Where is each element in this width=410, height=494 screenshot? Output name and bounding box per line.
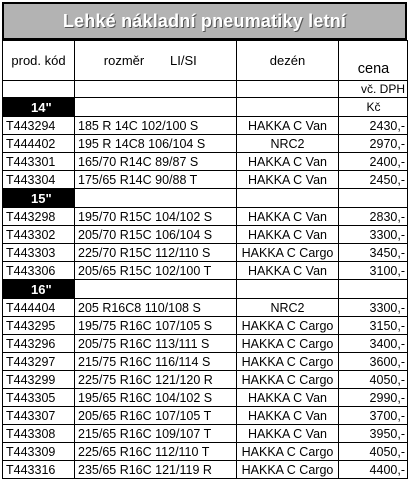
table-row [3,117,408,135]
table-row [3,407,408,425]
tread-name: HAKKA C Van [237,117,339,135]
table-row [3,425,408,443]
price: 4400,- [339,461,408,479]
header-tread: dezén [237,41,339,81]
tire-dimension: 205/75 R16C 113/111 S [75,335,237,353]
rim-size-label: 14" [3,98,75,117]
product-code: T443301 [3,153,75,171]
header-dimension [75,41,237,81]
group-empty-cell [75,189,237,208]
table-row [3,461,408,479]
tread-name: HAKKA C Cargo [237,244,339,262]
tire-dimension: 175/65 R14C 90/88 T [75,171,237,189]
price: 4050,- [339,443,408,461]
price: 2990,- [339,389,408,407]
price: 3100,- [339,262,408,280]
price-sheet [2,2,407,491]
table-row [3,171,408,189]
group-row [3,280,408,299]
header-dimension-label: rozměr [103,53,145,68]
price: 2830,- [339,208,408,226]
table-row [3,226,408,244]
tread-name: HAKKA C Van [237,226,339,244]
tread-name: HAKKA C Van [237,171,339,189]
product-code: T443298 [3,208,75,226]
group-empty-cell [75,280,237,299]
vat-empty-cell [75,81,237,98]
vat-label: vč. DPH [339,81,408,98]
price: 3700,- [339,407,408,425]
tire-dimension: 225/75 R16C 121/120 R [75,371,237,389]
tread-name: HAKKA C Van [237,407,339,425]
tire-dimension: 195 R 14C8 106/104 S [75,135,237,153]
header-price: cena [339,41,408,81]
product-code: T443308 [3,425,75,443]
price: 3150,- [339,317,408,335]
vat-empty-cell [237,81,339,98]
tread-name: HAKKA C Cargo [237,461,339,479]
vat-row [3,81,408,98]
group-empty-cell [237,98,339,117]
tread-name: HAKKA C Cargo [237,317,339,335]
product-code: T443297 [3,353,75,371]
tread-name: HAKKA C Cargo [237,371,339,389]
currency-label: Kč [339,98,408,117]
price: 3950,- [339,425,408,443]
product-code: T443316 [3,461,75,479]
product-code: T443303 [3,244,75,262]
price: 3300,- [339,299,408,317]
tread-name: HAKKA C Van [237,425,339,443]
header-row [3,41,408,81]
tire-dimension: 225/70 R15C 112/110 S [75,244,237,262]
table-row [3,389,408,407]
product-code: T443295 [3,317,75,335]
group-empty-cell [339,280,408,299]
price: 3450,- [339,244,408,262]
price-table-body [3,41,408,479]
price: 3400,- [339,335,408,353]
tire-dimension: 215/65 R16C 109/107 T [75,425,237,443]
table-row [3,135,408,153]
tire-dimension: 235/65 R16C 121/119 R [75,461,237,479]
table-row [3,299,408,317]
product-code: T443302 [3,226,75,244]
rim-size-label: 16" [3,280,75,299]
table-row [3,335,408,353]
tread-name: HAKKA C Van [237,208,339,226]
group-row [3,189,408,208]
tread-name: HAKKA C Van [237,262,339,280]
header-code: prod. kód [3,41,75,81]
tire-dimension: 205 R16C8 110/108 S [75,299,237,317]
table-row [3,244,408,262]
price: 3300,- [339,226,408,244]
table-row [3,262,408,280]
tire-dimension: 165/70 R14C 89/87 S [75,153,237,171]
table-row [3,443,408,461]
group-empty-cell [339,189,408,208]
product-code: T443306 [3,262,75,280]
price: 2430,- [339,117,408,135]
tire-dimension: 225/65 R16C 112/110 T [75,443,237,461]
price: 2970,- [339,135,408,153]
sheet-title [2,2,407,40]
header-li-si: LI/SI [170,53,197,68]
product-code: T443299 [3,371,75,389]
sheet-title-text: Lehké nákladní pneumatiky letní [62,10,347,31]
group-empty-cell [75,98,237,117]
product-code: T443296 [3,335,75,353]
table-row [3,317,408,335]
rim-size-label: 15" [3,189,75,208]
table-row [3,353,408,371]
tread-name: NRC2 [237,135,339,153]
table-row [3,208,408,226]
product-code: T443309 [3,443,75,461]
tread-name: HAKKA C Van [237,389,339,407]
tread-name: HAKKA C Van [237,153,339,171]
tire-dimension: 195/65 R16C 104/102 S [75,389,237,407]
tread-name: HAKKA C Cargo [237,335,339,353]
tire-dimension: 205/70 R15C 106/104 S [75,226,237,244]
table-row [3,371,408,389]
group-empty-cell [237,189,339,208]
tread-name: HAKKA C Cargo [237,443,339,461]
price: 3600,- [339,353,408,371]
vat-empty-cell [3,81,75,98]
price: 4050,- [339,371,408,389]
tire-dimension: 195/70 R15C 104/102 S [75,208,237,226]
product-code: T443305 [3,389,75,407]
table-row [3,153,408,171]
group-empty-cell [237,280,339,299]
tire-dimension: 215/75 R16C 116/114 S [75,353,237,371]
tire-dimension: 195/75 R16C 107/105 S [75,317,237,335]
price: 2400,- [339,153,408,171]
tread-name: HAKKA C Cargo [237,353,339,371]
tire-dimension: 205/65 R16C 107/105 T [75,407,237,425]
product-code: T444404 [3,299,75,317]
tread-name: NRC2 [237,299,339,317]
product-code: T443294 [3,117,75,135]
tire-dimension: 185 R 14C 102/100 S [75,117,237,135]
price: 2450,- [339,171,408,189]
product-code: T443307 [3,407,75,425]
group-row [3,98,408,117]
price-table [2,40,408,479]
tire-dimension: 205/65 R15C 102/100 T [75,262,237,280]
product-code: T443304 [3,171,75,189]
product-code: T444402 [3,135,75,153]
